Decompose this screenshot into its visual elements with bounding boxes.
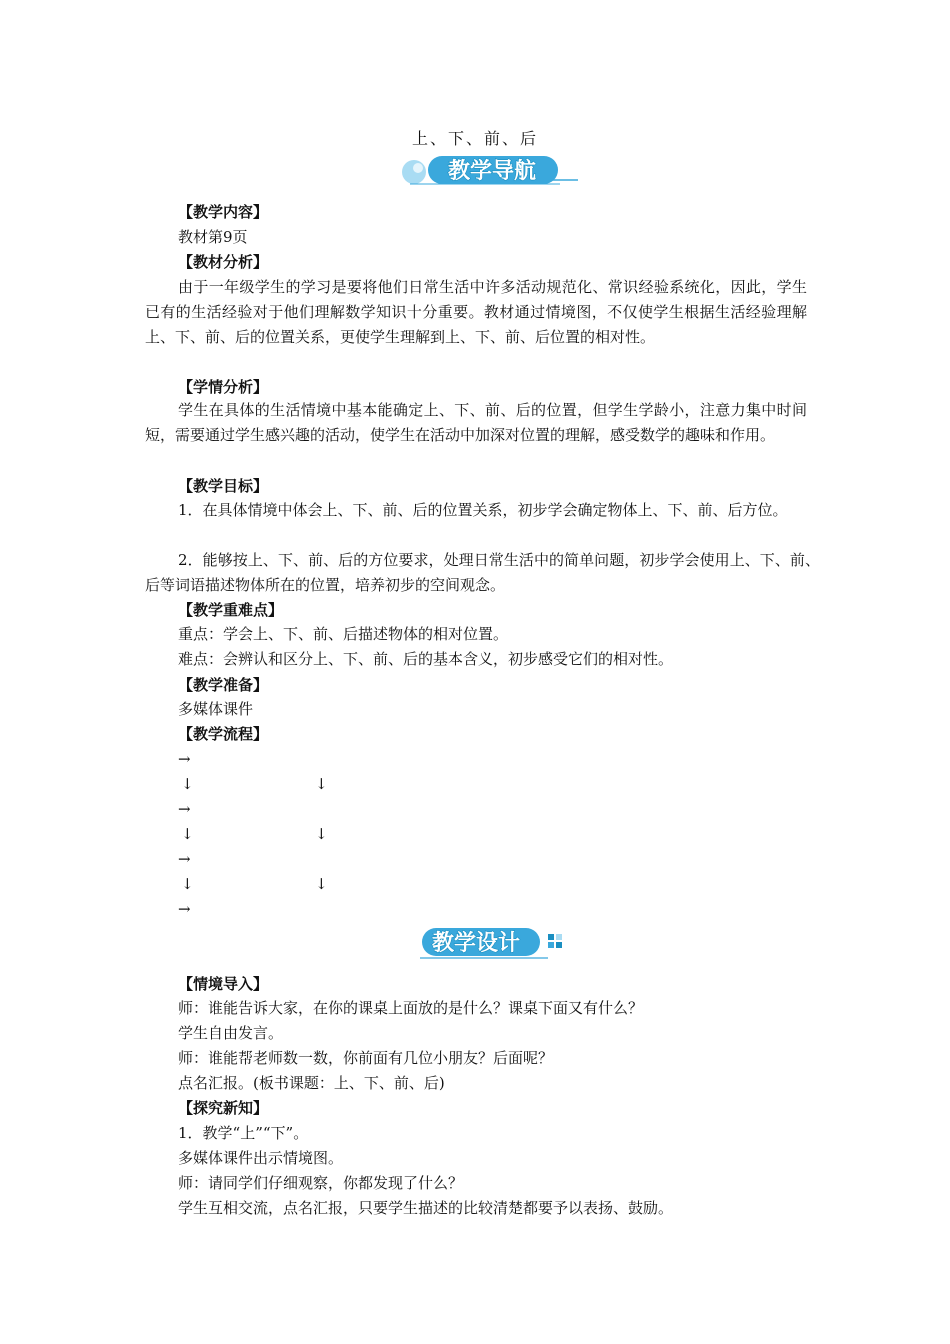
goal-heading: 【教学目标】 <box>178 477 269 495</box>
difficult-point: 难点：会辨认和区分上、下、前、后的基本含义，初步感受它们的相对性。 <box>178 650 674 668</box>
flow-arrow-down: ↓ <box>315 825 328 843</box>
teaching-nav-banner <box>400 150 580 190</box>
explore-heading: 【探究新知】 <box>178 1099 269 1117</box>
content-text: 教材第9页 <box>178 228 248 246</box>
explore-line-4: 学生互相交流，点名汇报，只要学生描述的比较清楚都要予以表扬、鼓励。 <box>178 1199 674 1217</box>
explore-line-2: 多媒体课件出示情境图。 <box>178 1149 344 1167</box>
flow-heading: 【教学流程】 <box>178 725 269 743</box>
flow-arrow-down: ↓ <box>181 875 194 893</box>
prep-heading: 【教学准备】 <box>178 676 269 694</box>
explore-line-1: 1．教学“上”“下”。 <box>178 1124 309 1142</box>
explore-line-3: 师：请同学们仔细观察，你都发现了什么？ <box>178 1174 464 1192</box>
analysis-text: 由于一年级学生的学习是要将他们日常生活中许多活动规范化、常识经验系统化，因此，学生已有的生活经验对于他们理解数学知识十分重要。教材通过情境图，不仅使学生根据生活经验理解上、下、前、后的位置关系，更使学生理解到上、下、前、后位置的相对性。 <box>145 278 807 346</box>
key-point: 重点：学会上、下、前、后描述物体的相对位置。 <box>178 625 509 643</box>
flow-arrow-right: → <box>178 850 191 868</box>
intro-line-2: 学生自由发言。 <box>178 1024 284 1042</box>
intro-line-3: 师：谁能帮老师数一数，你前面有几位小朋友？后面呢？ <box>178 1049 554 1067</box>
key-heading: 【教学重难点】 <box>178 601 284 619</box>
page-title: 上、下、前、后 <box>411 129 538 148</box>
intro-heading: 【情境导入】 <box>178 975 269 993</box>
intro-line-4: 点名汇报。(板书课题：上、下、前、后) <box>178 1074 445 1092</box>
student-heading: 【学情分析】 <box>178 378 269 396</box>
content-heading: 【教学内容】 <box>178 203 269 221</box>
flow-arrow-down: ↓ <box>181 825 194 843</box>
flow-arrow-down: ↓ <box>315 775 328 793</box>
student-text: 学生在具体的生活情境中基本能确定上、下、前、后的位置，但学生学龄小，注意力集中时间短，需要通过学生感兴趣的活动，使学生在活动中加深对位置的理解，感受数学的趣味和作用。 <box>145 401 807 444</box>
flow-arrow-right: → <box>178 750 191 768</box>
banner-nav-label: 教学导航 <box>448 159 537 184</box>
banner-design-label: 教学设计 <box>432 931 521 956</box>
analysis-heading: 【教材分析】 <box>178 253 269 271</box>
prep-text: 多媒体课件 <box>178 700 254 718</box>
flow-arrow-down: ↓ <box>181 775 194 793</box>
flow-arrow-right: → <box>178 800 191 818</box>
intro-line-1: 师：谁能告诉大家，在你的课桌上面放的是什么？课桌下面又有什么？ <box>178 999 644 1017</box>
flow-arrow-down: ↓ <box>315 875 328 893</box>
flow-arrow-right: → <box>178 900 191 918</box>
goal-1: 1．在具体情境中体会上、下、前、后的位置关系，初步学会确定物体上、下、前、后方位。 <box>178 501 788 519</box>
goal-2: 2．能够按上、下、前、后的方位要求，处理日常生活中的简单问题，初步学会使用上、下、前、后等词语描述物体所在的位置，培养初步的空间观念。 <box>145 551 820 594</box>
teaching-design-banner <box>418 920 568 962</box>
